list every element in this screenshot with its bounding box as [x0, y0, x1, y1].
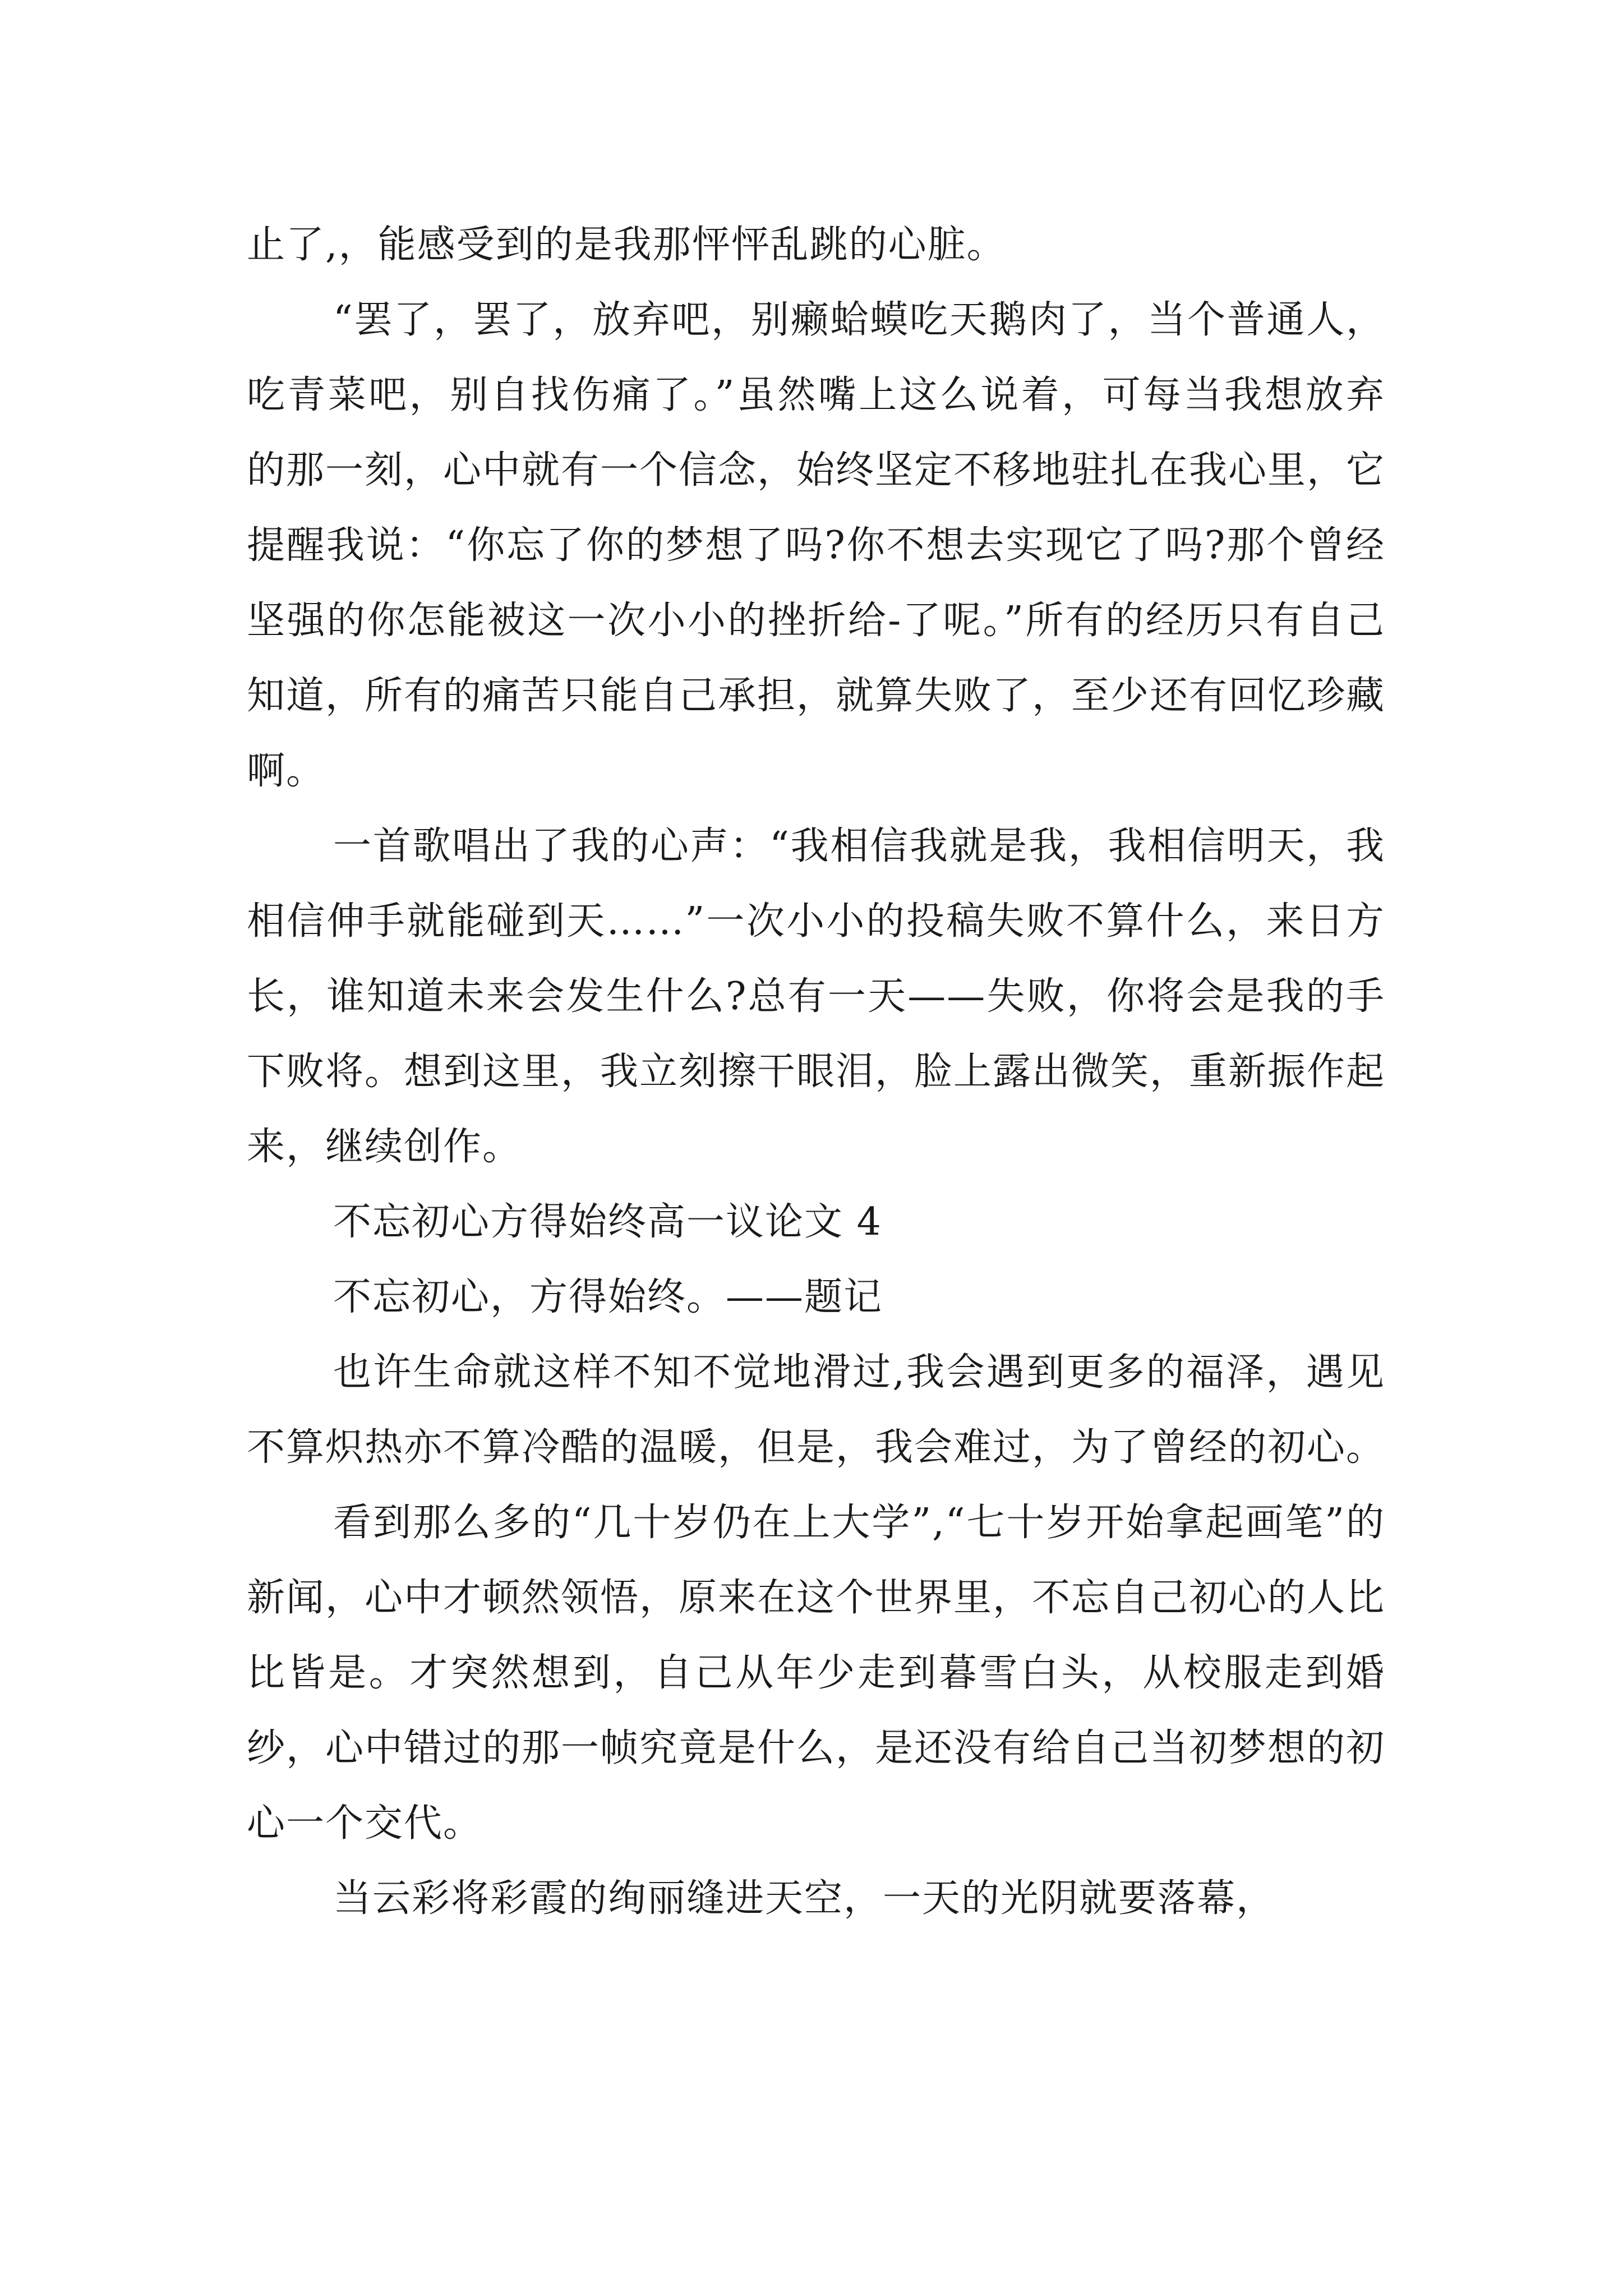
paragraph-7: 看到那么多的“几十岁仍在上大学”,“七十岁开始拿起画笔”的新闻，心中才顿然领悟，原来在这个世界里，不忘自己初心的人比比皆是。才突然想到，自己从年少走到暮雪白头，从校服走到婚纱，心中错过的那一帧究竟是什么，是还没有给自己当初梦想的初心一个交代。 [247, 1501, 1386, 1846]
essay-title: 不忘初心方得始终高一议论文 4 [333, 1200, 882, 1244]
paragraph-2: “罢了，罢了，放弃吧，别癞蛤蟆吃天鹅肉了，当个普通人，吃青菜吧，别自找伤痛了。”虽然嘴上这么说着，可每当我想放弃的那一刻，心中就有一个信念，始终坚定不移地驻扎在我心里，它提醒我说：“你忘了你的梦想了吗?你不想去实现它了吗?那个曾经坚强的你怎能被这一次小小的挫折给-了呢。”所有的经历只有自己知道，所有的痛苦只能自己承担，就算失败了，至少还有回忆珍藏啊。 [247, 298, 1386, 793]
paragraph-3: 一首歌唱出了我的心声：“我相信我就是我，我相信明天，我相信伸手就能碰到天……”一次小小的投稿失败不算什么，来日方长，谁知道未来会发生什么?总有一天——失败，你将会是我的手下败将。想到这里，我立刻擦干眼泪，脸上露出微笑，重新振作起来，继续创作。 [247, 824, 1386, 1169]
epigraph: 不忘初心，方得始终。——题记 [333, 1275, 883, 1319]
document-body [247, 208, 1385, 1936]
paragraph-6: 也许生命就这样不知不觉地滑过,我会遇到更多的福泽，遇见不算炽热亦不算冷酷的温暖，但是，我会难过，为了曾经的初心。 [247, 1350, 1386, 1470]
paragraph-8: 当云彩将彩霞的绚丽缝进天空，一天的光阴就要落幕， [333, 1876, 1276, 1921]
paragraph-1: 止了,，能感受到的是我那怦怦乱跳的心脏。 [247, 223, 1006, 267]
